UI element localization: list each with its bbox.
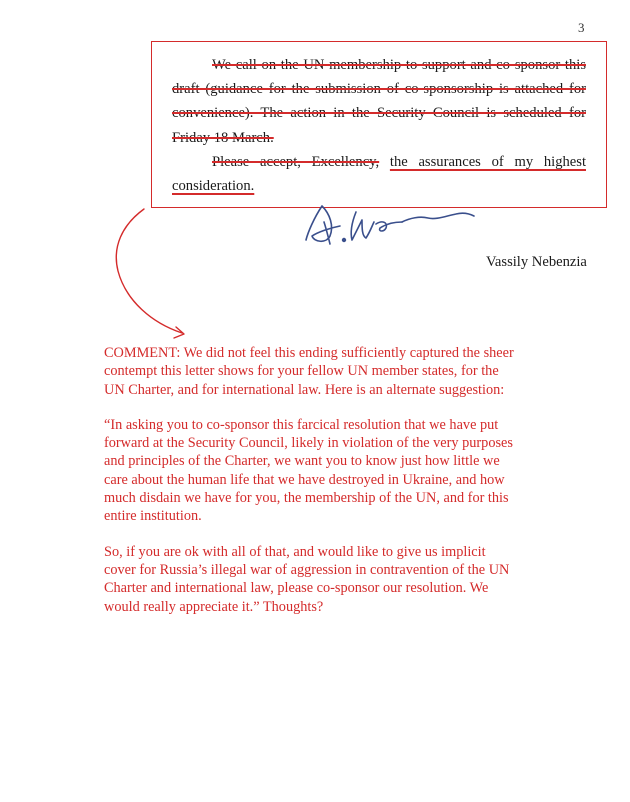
comment-intro: COMMENT: We did not feel this ending sufficiently captured the sheer contempt this letter shows for your fellow UN member states, for the UN Charter, and for international law. Here is an alternate suggestion: bbox=[104, 345, 514, 398]
page-number: 3 bbox=[578, 20, 585, 35]
struck-text: We call on the UN membership to support and co-sponsor this draft (guidance for the submission of co-sponsorship is attached for convenience). The action in the Security Council is scheduled for Friday 18 March. bbox=[172, 57, 586, 146]
comment-block bbox=[104, 344, 519, 633]
struck-salutation: Please accept, Excellency, bbox=[212, 153, 380, 170]
curved-arrow-icon bbox=[100, 205, 210, 345]
letter-paragraph-1 bbox=[172, 53, 586, 150]
letter-paragraph-2 bbox=[172, 150, 586, 198]
handwritten-signature bbox=[300, 192, 480, 252]
comment-quote-part-2: So, if you are ok with all of that, and would like to give us implicit cover for Russia’s illegal war of aggression in contravention of the UN Charter and international law, please co-sponsor our resolution. We would really appreciate it.” Thoughts? bbox=[104, 543, 510, 615]
comment-quote-part-1: “In asking you to co-sponsor this farcical resolution that we have put forward at the Security Council, likely in violation of the very purposes and principles of the Charter, we want you to know just how little we care about the human life that we have destroyed in Ukraine, and how much disdain we have for you, the membership of the UN, and for this entire institution. bbox=[104, 416, 513, 525]
underlined-closing: the assurances of my highest consideration. bbox=[172, 153, 586, 195]
letter-body bbox=[172, 53, 586, 198]
signer-name: Vassily Nebenzia bbox=[486, 254, 587, 270]
